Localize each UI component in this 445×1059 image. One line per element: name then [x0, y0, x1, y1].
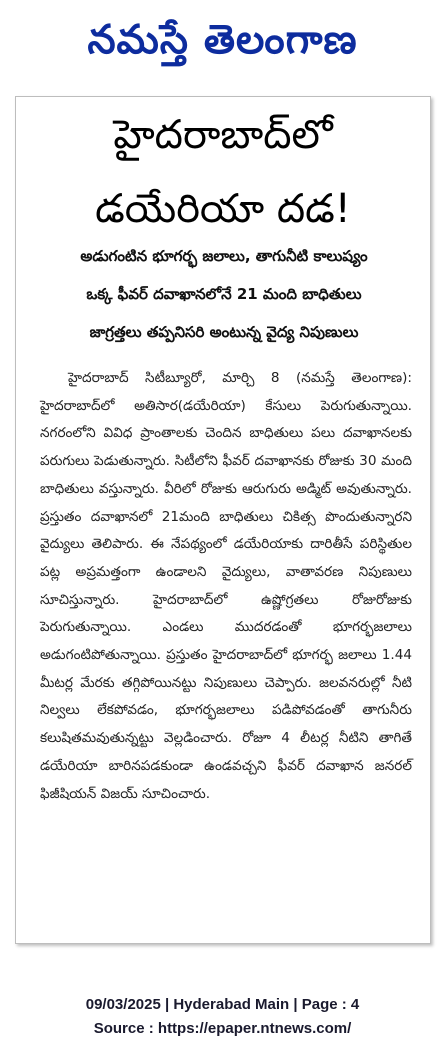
masthead-logo — [12, 10, 433, 80]
headline-line-1: హైదరాబాద్‌లో — [113, 112, 333, 158]
deck-line-2: ఒక్క ఫీవర్‌ దవాఖానలోనే 21 మంది బాధితులు — [86, 285, 362, 303]
masthead-title: నమస్తే తెలంగాణ — [87, 17, 358, 63]
footer-source-link[interactable]: Source : https://epaper.ntnews.com/ — [93, 1020, 352, 1037]
deck-line-1: అడుగంటిన భూగర్భ జలాలు, తాగునీటి కాలుష్యం — [80, 247, 368, 265]
headline-line-2: డయేరియా దడ! — [95, 186, 351, 232]
article-body: హైదరాబాద్‌ సిటీబ్యూరో, మార్చి 8 (నమస్తే తెలంగాణ): హైదరాబాద్‌లో అతిసార(డయేరియా) కేసులు పెరుగుతున్నాయి. నగరంలోని వివిధ ప్రాంతాలకు చెందిన బాధితులు పలు దవాఖానలకు పరుగులు పెడుతున్నారు. సిటీలోని ఫీవర్‌ దవాఖానకు రోజుకు 30 మంది బాధితులు వస్తున్నారు. వీరిలో రోజుకు ఆరుగురు అడ్మిట్‌ అవుతున్నారు. ప్రస్తుతం దవాఖానలో 21మంది బాధితులు చికిత్స పొందుతున్నారని వైద్యులు తెలిపారు. ఈ నేపథ్యంలో డయేరియాకు దారితీసే పరిస్థితుల పట్ల అప్రమత్తంగా ఉండాలని వైద్యులు, వాతావరణ నిపుణులు సూచిస్తున్నారు. హైదరాబాద్‌లో ఉష్ణోగ్రతలు రోజురోజుకు పెరుగుతున్నాయి. ఎండలు ముదరడంతో భూగర్భజలాలు అడుగంటిపోతున్నాయి. ప్రస్తుతం హైదరాబాద్‌లో భూగర్భ జలాలు 1.44 మీటర్ల మేరకు తగ్గిపోయినట్టు నిపుణులు చెప్పారు. జలవనరుల్లో నీటి నిల్వలు లేకపోవడం, భూగర్భజలాలు పడిపోవడంతో తాగునీరు కలుషితమవుతున్నట్టు వెల్లడించారు. రోజూ 4 లీటర్ల నీటిని తాగితే డయేరియా బారినపడకుండా ఉండవచ్చని ఫీవర్‌ దవాఖాన జనరల్‌ ఫిజీషియన్‌ విజయ్‌ సూచించారు. — [40, 370, 412, 802]
footer-edition-info: 09/03/2025 | Hyderabad Main | Page : 4 — [85, 996, 360, 1013]
deck-line-3: జాగ్రత్తలు తప్పనిసరి అంటున్న వైద్య నిపుణులు — [89, 323, 359, 341]
article-clipping — [15, 96, 431, 944]
